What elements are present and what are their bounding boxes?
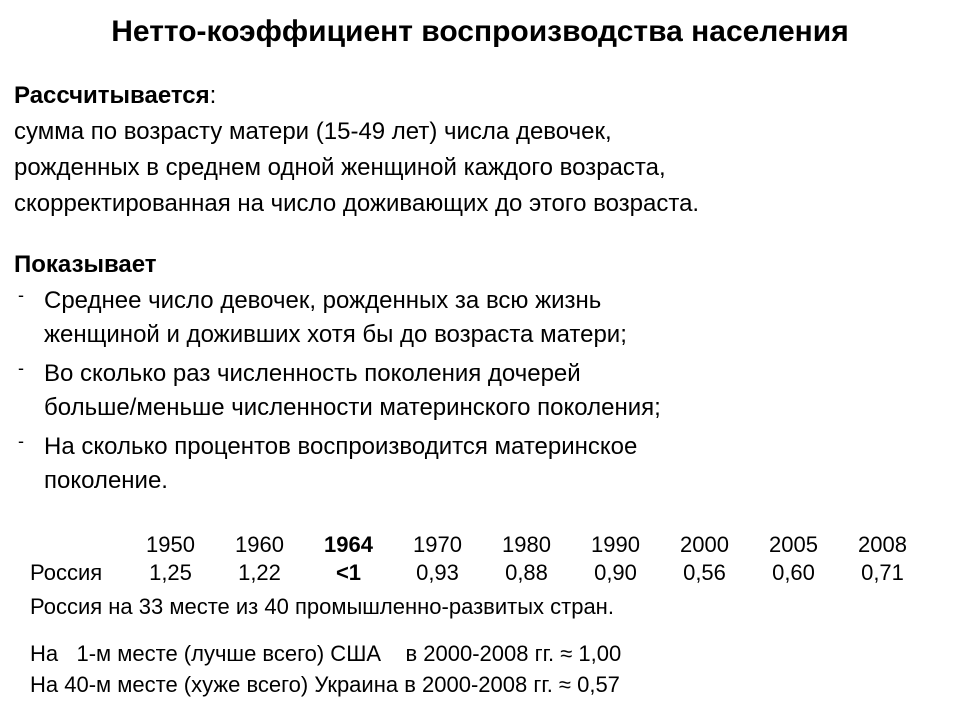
bullet-marker: - [18, 285, 24, 305]
calculation-colon: : [209, 82, 217, 109]
rank-note: Россия на 33 месте из 40 промышленно-развитых стран. [30, 594, 614, 619]
value-cell: 0,88 [505, 560, 548, 585]
values-row [30, 559, 927, 587]
bullet-line: женщиной и доживших хотя бы до возраста матери; [44, 321, 627, 348]
value-cell: 0,60 [772, 560, 815, 585]
bullet-line: На сколько процентов воспроизводится материнское [44, 433, 638, 460]
years-row-label [30, 531, 126, 559]
calculation-line: рожденных в среднем одной женщиной каждого возраста, [14, 154, 666, 181]
slide-title: Нетто-коэффициент воспроизводства населения [111, 15, 849, 48]
russia-nrr-table [30, 531, 927, 587]
shows-bullet [14, 284, 954, 352]
year-cell: 2005 [769, 532, 818, 557]
bullet-marker: - [18, 358, 24, 378]
worst-country-note: На 40-м месте (хуже всего) Украина в 2000-2008 гг. ≈ 0,57 [30, 672, 620, 697]
years-row [30, 531, 927, 559]
value-cell: 0,90 [594, 560, 637, 585]
year-cell: 1970 [413, 532, 462, 557]
best-country-note: На 1-м месте (лучше всего) США в 2000-2008 гг. ≈ 1,00 [30, 641, 622, 666]
value-cell: 0,56 [683, 560, 726, 585]
calculation-heading-line [14, 78, 954, 114]
year-cell: 2000 [680, 532, 729, 557]
values-row-label: Россия [30, 560, 103, 585]
calculation-line: скорректированная на число доживающих до этого возраста. [14, 190, 700, 217]
bullet-line: больше/меньше численности материнского поколения; [44, 394, 661, 421]
bullet-line: Во сколько раз численность поколения дочерей [44, 360, 581, 387]
year-cell: 1980 [502, 532, 551, 557]
calculation-line: сумма по возрасту матери (15-49 лет) числа девочек, [14, 118, 612, 145]
calculation-section [14, 78, 954, 222]
year-cell: 1960 [235, 532, 284, 557]
year-cell-highlight: 1964 [324, 532, 373, 557]
value-cell-highlight: <1 [335, 560, 362, 585]
year-cell: 1950 [146, 532, 195, 557]
bullet-line: поколение. [44, 467, 168, 494]
shows-bullet [14, 357, 954, 425]
bullet-line: Среднее число девочек, рожденных за всю жизнь [44, 287, 602, 314]
shows-section [14, 248, 954, 503]
value-cell: 0,71 [861, 560, 904, 585]
value-cell: 1,22 [238, 560, 281, 585]
value-cell: 0,93 [416, 560, 459, 585]
shows-heading: Показывает [14, 251, 157, 278]
value-cell: 1,25 [149, 560, 192, 585]
shows-bullet [14, 430, 954, 498]
year-cell: 2008 [858, 532, 907, 557]
bullet-marker: - [18, 431, 24, 451]
calculation-heading: Рассчитывается [14, 82, 210, 109]
year-cell: 1990 [591, 532, 640, 557]
